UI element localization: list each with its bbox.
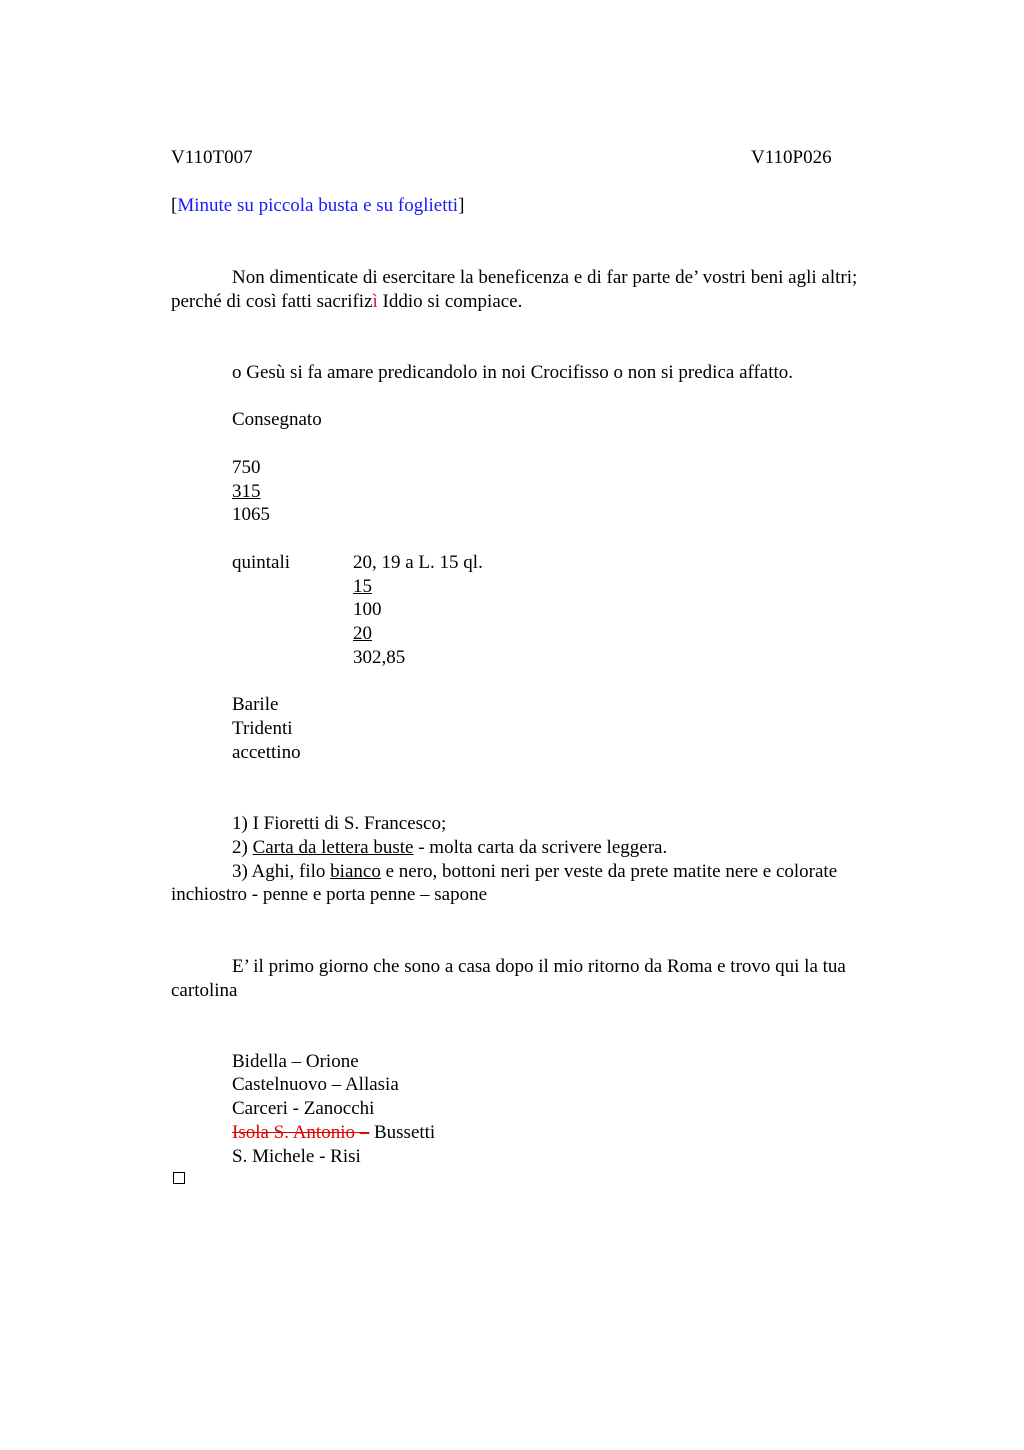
list-item-3-prefix: 3) Aghi, filo bbox=[232, 861, 331, 882]
quintali-value-4: 20 bbox=[353, 623, 372, 644]
consegnato-total: 1065 bbox=[232, 504, 270, 525]
list-item-2-underlined: Carta da lettera buste bbox=[252, 837, 414, 858]
highlighted-character: ì bbox=[372, 291, 378, 312]
list-item-3 bbox=[232, 860, 837, 884]
quintali-value-2: 15 bbox=[353, 576, 372, 597]
list-item-3-underlined: bianco bbox=[330, 861, 381, 882]
struck-text: Isola S. Antonio – bbox=[232, 1122, 370, 1143]
item-tridenti: Tridenti bbox=[232, 718, 293, 739]
document-code-right: V110P026 bbox=[751, 147, 832, 168]
consegnato-value-2: 315 bbox=[232, 481, 261, 502]
place-row-2: Castelnuovo – Allasia bbox=[232, 1074, 399, 1095]
title-close-bracket: ] bbox=[458, 195, 465, 216]
list-item-1: 1) I Fioretti di S. Francesco; bbox=[232, 813, 447, 834]
paragraph-3-line-2: cartolina bbox=[171, 980, 238, 1001]
paragraph-1-line-1: Non dimenticate di esercitare la beneficenza e di far parte de’ vostri beni agli altri; bbox=[232, 267, 858, 288]
item-barile: Barile bbox=[232, 694, 279, 715]
paragraph-1-text-end: Iddio si compiace. bbox=[377, 291, 523, 312]
item-accettino: accettino bbox=[232, 742, 301, 763]
title-text: Minute su piccola busta e su foglietti bbox=[177, 195, 459, 216]
quintali-total: 302,85 bbox=[353, 647, 406, 668]
list-item-3-rest: e nero, bottoni neri per veste da prete matite nere e colorate bbox=[380, 861, 838, 882]
quintali-label: quintali bbox=[232, 552, 291, 573]
list-item-2 bbox=[232, 836, 667, 860]
document-code-left: V110T007 bbox=[171, 147, 253, 168]
list-item-2-rest: - molta carta da scrivere leggera. bbox=[413, 837, 668, 858]
list-item-2-prefix: 2) bbox=[232, 837, 253, 858]
place-row-4 bbox=[232, 1121, 435, 1145]
quintali-value-3: 100 bbox=[353, 599, 382, 620]
paragraph-2: o Gesù si fa amare predicandolo in noi Crocifisso o non si predica affatto. bbox=[232, 362, 794, 383]
consegnato-label: Consegnato bbox=[232, 409, 322, 430]
place-row-1: Bidella – Orione bbox=[232, 1051, 359, 1072]
place-row-5: S. Michele - Risi bbox=[232, 1146, 361, 1167]
consegnato-value-1: 750 bbox=[232, 457, 261, 478]
paragraph-1-text: perché di così fatti sacrifiz bbox=[171, 291, 373, 312]
title-open-bracket: [ bbox=[171, 195, 178, 216]
quintali-value-1: 20, 19 a L. 15 ql. bbox=[353, 552, 483, 573]
paragraph-3-line-1: E’ il primo giorno che sono a casa dopo il mio ritorno da Roma e trovo qui la tua bbox=[232, 956, 846, 977]
paragraph-1-line-2 bbox=[171, 290, 522, 314]
document-title bbox=[171, 194, 464, 218]
empty-box-icon bbox=[173, 1172, 185, 1184]
place-row-3: Carceri - Zanocchi bbox=[232, 1098, 375, 1119]
list-item-3-line-2: inchiostro - penne e porta penne – sapone bbox=[171, 884, 488, 905]
place-row-4-rest: Bussetti bbox=[369, 1122, 436, 1143]
